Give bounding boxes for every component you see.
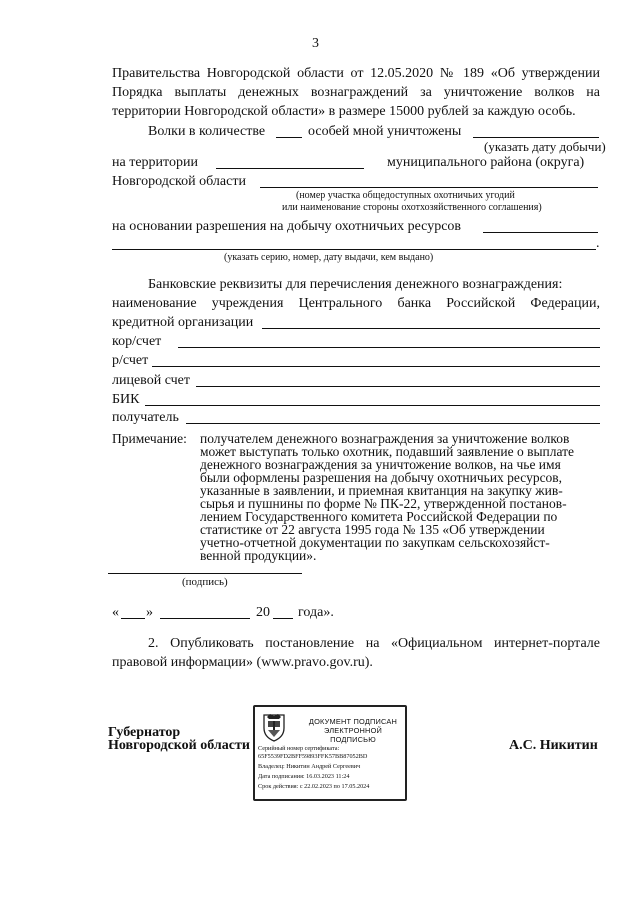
note-line: указанные в заявлении, и приемная квитанция на закупку жив- <box>200 483 563 498</box>
e-signature-stamp <box>253 705 407 801</box>
corr-account-field[interactable] <box>178 347 600 348</box>
permit-field-2[interactable] <box>112 249 596 250</box>
hunting-area-field[interactable] <box>260 187 598 188</box>
signatory-title-1: Губернатор <box>108 725 181 740</box>
year-suffix: года». <box>298 605 334 620</box>
note-line: были оформлены разрешения на добычу охотничьих ресурсов, <box>200 470 563 485</box>
stamp-cert-number: 65F5539FD2BFF59893FFK57BB87052BD <box>258 753 368 760</box>
bik-label: БИК <box>112 392 140 407</box>
date-open-quote: « <box>112 605 119 620</box>
year-prefix: 20 <box>256 605 270 620</box>
personal-account-label: лицевой счет <box>112 373 190 388</box>
personal-account-field[interactable] <box>196 386 600 387</box>
page-number: 3 <box>312 36 319 51</box>
permit-period: . <box>596 236 600 251</box>
corr-account-label: кор/счет <box>112 334 162 349</box>
stamp-owner: Владелец: Никитин Андрей Сергеевич <box>258 763 361 770</box>
publish-line-2: правовой информации» (www.pravo.gov.ru). <box>112 655 373 670</box>
region-label: Новгородской области <box>112 174 246 189</box>
note-line: учетно-отчетной документации по закупкам сельскохозяйст- <box>200 535 550 550</box>
signature-hint: (подпись) <box>182 576 228 588</box>
permit-field-1[interactable] <box>483 232 598 233</box>
year-field[interactable] <box>273 618 293 619</box>
wolves-destroyed-label: особей мной уничтожены <box>308 124 462 139</box>
note-line: может выступать только охотник, подавший заявление о выплате <box>200 444 575 459</box>
note-line: сырья и пушнины по форме № ПК-22, утвержденной постанов- <box>200 496 567 511</box>
permit-hint: (указать серию, номер, дату выдачи, кем выдано) <box>224 252 434 263</box>
date-close-quote: » <box>146 605 153 620</box>
recipient-field[interactable] <box>186 423 600 424</box>
settlement-account-field[interactable] <box>152 366 600 367</box>
stamp-title-2: ЭЛЕКТРОННОЙ ПОДПИСЬЮ <box>323 726 383 744</box>
signatory-title-2: Новгородской области <box>108 738 250 753</box>
kill-date-hint: (указать дату добычи) <box>484 139 606 154</box>
publish-line-1: 2. Опубликовать постановление на «Официальном интернет-портале <box>148 636 600 651</box>
bik-field[interactable] <box>145 405 600 406</box>
credit-org-label: кредитной организации <box>112 315 254 330</box>
stamp-cert-label: Серийный номер сертификата: <box>258 745 340 752</box>
wolves-count-field[interactable] <box>276 137 302 138</box>
stamp-signed-date: Дата подписания: 16.03.2023 11:24 <box>258 773 350 780</box>
note-line: лением Государственного комитета Российской Федерации по <box>200 509 558 524</box>
signatory-name: А.С. Никитин <box>509 738 598 753</box>
territory-field[interactable] <box>216 168 364 169</box>
district-label: муниципального района (округа) <box>387 155 585 170</box>
wolves-count-label: Волки в количестве <box>148 124 266 139</box>
bank-name-label: наименование учреждения Центрального банка Российской Федерации, <box>112 296 600 311</box>
permit-label: на основании разрешения на добычу охотничьих ресурсов <box>112 219 462 234</box>
intro-line-3: территории Новгородской области» в размере 15000 рублей за каждую особь. <box>112 104 576 119</box>
recipient-label: получатель <box>112 410 179 425</box>
hunting-area-hint-2: или наименование стороны охотхозяйственного соглашения) <box>282 202 542 213</box>
coat-of-arms-icon <box>261 712 287 742</box>
territory-label: на территории <box>112 155 198 170</box>
intro-line-2: Порядка выплаты денежных вознаграждений за уничтожение волков на <box>112 85 600 100</box>
day-field[interactable] <box>121 618 145 619</box>
credit-org-field[interactable] <box>262 328 600 329</box>
note-label: Примечание: <box>112 431 187 446</box>
bank-heading: Банковские реквизиты для перечисления денежного вознаграждения: <box>148 277 563 292</box>
settlement-account-label: р/счет <box>112 353 149 368</box>
note-line: получателем денежного вознаграждения за уничтожение волков <box>200 431 570 446</box>
month-field[interactable] <box>160 618 250 619</box>
stamp-title-1: ДОКУМЕНТ ПОДПИСАН <box>308 717 398 726</box>
note-line: статистике от 22 августа 1995 года № 135 «Об утверждении <box>200 522 545 537</box>
note-line: венной продукции». <box>200 548 317 563</box>
stamp-validity: Срок действия: с 22.02.2023 по 17.05.2024 <box>258 783 370 790</box>
kill-date-field[interactable] <box>473 137 599 138</box>
note-line: денежного вознаграждения за уничтожение волков, на чье имя <box>200 457 561 472</box>
signature-field[interactable] <box>108 573 302 574</box>
hunting-area-hint-1: (номер участка общедоступных охотничьих угодий <box>296 190 515 201</box>
intro-line-1: Правительства Новгородской области от 12.05.2020 № 189 «Об утверждении <box>112 66 600 81</box>
